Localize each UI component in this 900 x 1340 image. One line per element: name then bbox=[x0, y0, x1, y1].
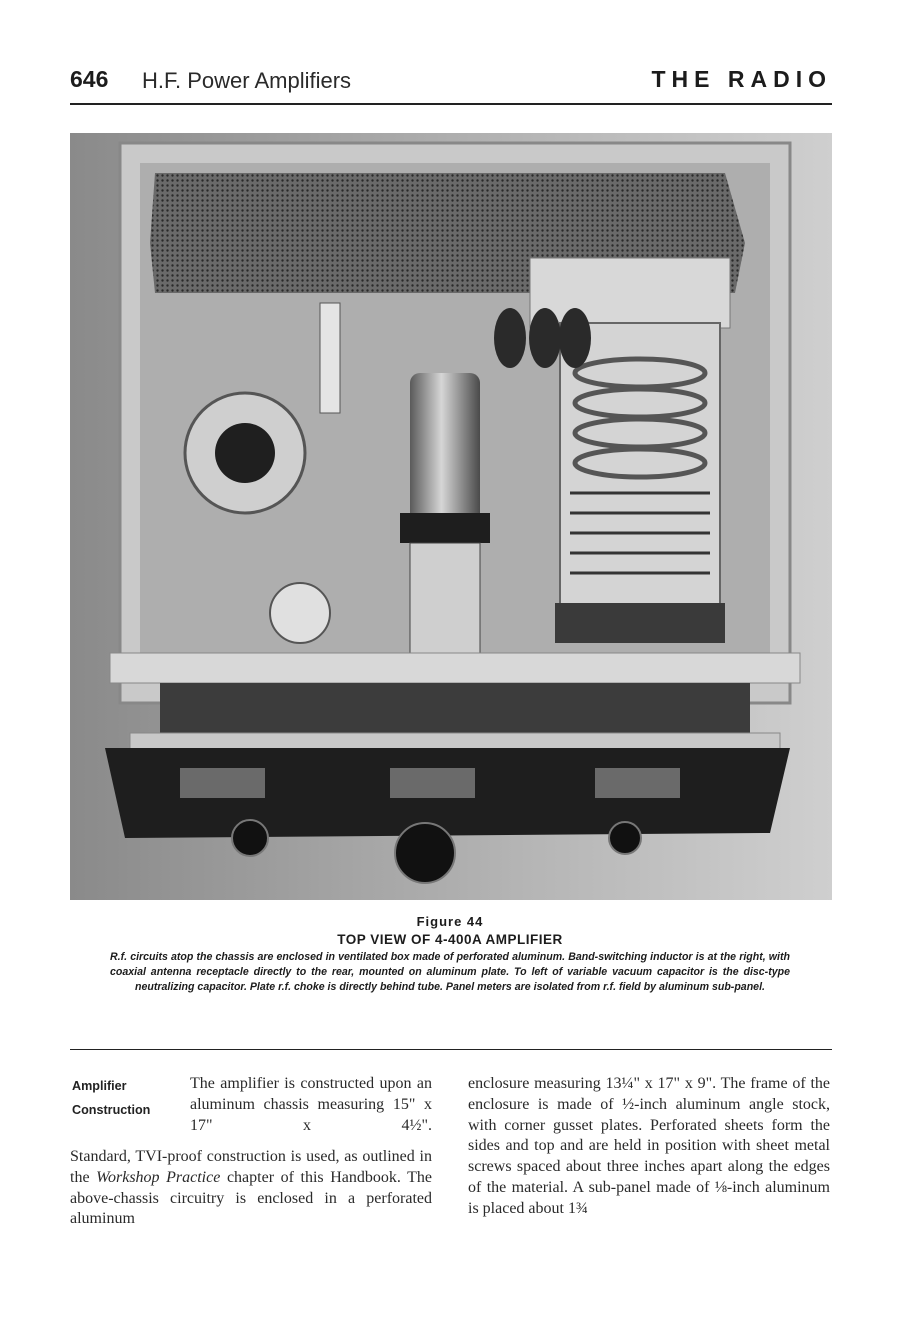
run-in-paragraph: The amplifier is constructed upon an aluminum chassis measuring 15" x 17" x 4½". bbox=[190, 1075, 432, 1134]
left-text-italic: Workshop Practice bbox=[96, 1168, 221, 1186]
figure-description: R.f. circuits atop the chassis are enclosed in ventilated box made of perforated aluminum. Band-switching inductor is at the right, with coaxial antenna receptacle directly to the rear, mounted on aluminum plate. To left of variable vacuum capacitor is the disc-type neutralizing capacitor. Plate r.f. choke is directly behind tube. Panel meters are isolated from r.f. field by aluminum sub-panel. bbox=[110, 951, 790, 994]
right-paragraph: enclosure measuring 13¼" x 17" x 9". The frame of the enclosure is made of ½-inch aluminum angle stock, with corner gusset plates. Perforated sheets form the sides and top and are held in position with sheet metal screws spaced about three inches apart along the edges of the material. A sub-panel made of ⅛-inch aluminum is placed about 1¾ bbox=[468, 1075, 830, 1217]
caption-rule bbox=[70, 1049, 832, 1050]
figure-number: Figure 44 bbox=[416, 914, 484, 929]
chapter-title: H.F. Power Amplifiers bbox=[142, 68, 352, 93]
page-number: 646 bbox=[70, 66, 109, 92]
figure-title: TOP VIEW OF 4-400A AMPLIFIER bbox=[337, 932, 563, 947]
sidehead-line-2: Construction bbox=[72, 1103, 151, 1117]
body-left-column bbox=[70, 1147, 432, 1230]
section-sidehead bbox=[72, 1074, 150, 1122]
body-run-in bbox=[190, 1074, 432, 1136]
sidehead-line-1: Amplifier bbox=[72, 1079, 127, 1093]
left-text-a: Standard, TVI-proof construction is used, as outlined in the bbox=[70, 1148, 432, 1186]
left-text-b: chapter of this Handbook. The above-chassis circuitry is enclosed in a perforated aluminum bbox=[70, 1168, 433, 1228]
running-title: THE RADIO bbox=[651, 66, 832, 92]
left-paragraph bbox=[70, 1147, 432, 1230]
figure-caption bbox=[110, 913, 790, 996]
running-header bbox=[70, 62, 832, 102]
amplifier-photo bbox=[70, 133, 832, 900]
body-right-column bbox=[468, 1074, 830, 1220]
header-rule bbox=[70, 103, 832, 105]
